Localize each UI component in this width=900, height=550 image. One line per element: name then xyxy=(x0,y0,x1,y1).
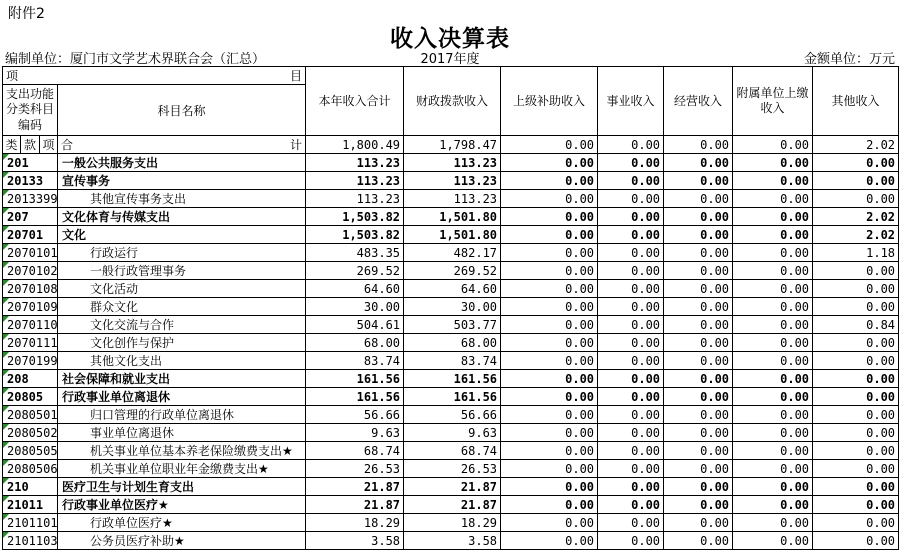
row-value: 21.87 xyxy=(306,478,404,496)
row-subject-name: 文化 xyxy=(58,226,306,244)
row-value: 0.00 xyxy=(733,442,813,460)
table-row xyxy=(3,460,899,478)
row-code-cell: 2070111 xyxy=(3,334,58,352)
row-value: 113.23 xyxy=(306,190,404,208)
number-stored-as-text-indicator-icon xyxy=(3,226,9,232)
number-stored-as-text-indicator-icon xyxy=(3,244,9,250)
row-value: 1,501.80 xyxy=(404,226,501,244)
row-value: 1,501.80 xyxy=(404,208,501,226)
item-header-cell xyxy=(3,67,306,85)
row-value: 0.00 xyxy=(501,406,598,424)
income-statement-table xyxy=(2,66,899,550)
row-value: 0.00 xyxy=(733,226,813,244)
row-value: 18.29 xyxy=(306,514,404,532)
row-value: 0.00 xyxy=(664,262,733,280)
table-row xyxy=(3,154,899,172)
row-subject-name: 行政事业单位离退休 xyxy=(58,388,306,406)
row-value: 0.00 xyxy=(733,244,813,262)
row-value: 83.74 xyxy=(404,352,501,370)
row-value: 0.00 xyxy=(501,190,598,208)
number-stored-as-text-indicator-icon xyxy=(3,154,9,160)
row-code-cell: 2070199 xyxy=(3,352,58,370)
table-row xyxy=(3,280,899,298)
row-value: 161.56 xyxy=(306,370,404,388)
row-value: 0.00 xyxy=(501,532,598,550)
row-value: 0.00 xyxy=(664,406,733,424)
row-value: 26.53 xyxy=(306,460,404,478)
page-title: 收入决算表 xyxy=(390,26,510,52)
row-value: 0.00 xyxy=(598,388,664,406)
table-row xyxy=(3,406,899,424)
column-header-superior-subsidy: 上级补助收入 xyxy=(501,67,598,136)
row-subject-name: 社会保障和就业支出 xyxy=(58,370,306,388)
row-value: 269.52 xyxy=(404,262,501,280)
table-row xyxy=(3,262,899,280)
row-value: 1.18 xyxy=(813,244,899,262)
row-value: 113.23 xyxy=(306,154,404,172)
item-label-right: 目 xyxy=(290,69,303,83)
row-value: 161.56 xyxy=(306,388,404,406)
row-code-cell: 2080506 xyxy=(3,460,58,478)
row-code-cell: 20805 xyxy=(3,388,58,406)
row-value: 0.00 xyxy=(664,478,733,496)
number-stored-as-text-indicator-icon xyxy=(3,460,9,466)
subcol-section: 款 xyxy=(21,136,40,154)
row-value: 30.00 xyxy=(404,298,501,316)
table-row xyxy=(3,352,899,370)
row-code-cell: 2101101 xyxy=(3,514,58,532)
row-value: 0.00 xyxy=(733,514,813,532)
row-code-cell: 2101103 xyxy=(3,532,58,550)
row-value: 0.00 xyxy=(664,316,733,334)
table-row xyxy=(3,298,899,316)
number-stored-as-text-indicator-icon xyxy=(3,352,9,358)
number-stored-as-text-indicator-icon xyxy=(3,406,9,412)
row-subject-name: 文化交流与合作 xyxy=(58,316,306,334)
row-value: 18.29 xyxy=(404,514,501,532)
row-value: 0.00 xyxy=(501,226,598,244)
row-subject-name: 医疗卫生与计划生育支出 xyxy=(58,478,306,496)
row-value: 0.00 xyxy=(598,532,664,550)
row-value: 68.74 xyxy=(306,442,404,460)
row-value: 3.58 xyxy=(306,532,404,550)
row-value: 0.00 xyxy=(501,280,598,298)
row-code-cell: 2070108 xyxy=(3,280,58,298)
row-value: 0.00 xyxy=(501,316,598,334)
row-value: 269.52 xyxy=(306,262,404,280)
row-value: 0.00 xyxy=(813,514,899,532)
row-value: 0.00 xyxy=(813,370,899,388)
row-code-cell: 2013399 xyxy=(3,190,58,208)
row-value: 0.00 xyxy=(501,298,598,316)
table-body xyxy=(3,154,899,550)
row-subject-name: 文化活动 xyxy=(58,280,306,298)
number-stored-as-text-indicator-icon xyxy=(3,262,9,268)
row-value: 504.61 xyxy=(306,316,404,334)
row-value: 0.00 xyxy=(598,226,664,244)
row-value: 0.00 xyxy=(733,298,813,316)
number-stored-as-text-indicator-icon xyxy=(3,478,9,484)
row-value: 0.00 xyxy=(598,172,664,190)
row-value: 0.00 xyxy=(598,370,664,388)
row-value: 68.00 xyxy=(306,334,404,352)
row-value: 113.23 xyxy=(306,172,404,190)
row-value: 0.00 xyxy=(501,460,598,478)
row-value: 1,503.82 xyxy=(306,208,404,226)
row-value: 0.00 xyxy=(813,334,899,352)
row-subject-name: 群众文化 xyxy=(58,298,306,316)
row-value: 0.00 xyxy=(664,514,733,532)
total-row xyxy=(3,136,899,154)
row-value: 9.63 xyxy=(404,424,501,442)
number-stored-as-text-indicator-icon xyxy=(3,280,9,286)
table-row xyxy=(3,208,899,226)
table-row xyxy=(3,190,899,208)
row-value: 0.00 xyxy=(733,424,813,442)
row-subject-name: 行政运行 xyxy=(58,244,306,262)
row-value: 0.00 xyxy=(733,460,813,478)
row-value: 21.87 xyxy=(404,496,501,514)
row-subject-name: 事业单位离退休 xyxy=(58,424,306,442)
table-row xyxy=(3,172,899,190)
row-value: 161.56 xyxy=(404,370,501,388)
row-value: 0.00 xyxy=(733,262,813,280)
row-value: 0.00 xyxy=(598,442,664,460)
row-value: 0.00 xyxy=(664,334,733,352)
table-row xyxy=(3,370,899,388)
row-subject-name: 归口管理的行政单位离退休 xyxy=(58,406,306,424)
row-value: 0.00 xyxy=(664,388,733,406)
row-value: 161.56 xyxy=(404,388,501,406)
row-value: 0.00 xyxy=(733,352,813,370)
table-row xyxy=(3,388,899,406)
row-value: 0.00 xyxy=(813,172,899,190)
row-value: 0.00 xyxy=(501,244,598,262)
row-value: 0.00 xyxy=(813,190,899,208)
table-row xyxy=(3,316,899,334)
row-value: 30.00 xyxy=(306,298,404,316)
row-value: 0.00 xyxy=(813,532,899,550)
table-row xyxy=(3,334,899,352)
row-value: 68.00 xyxy=(404,334,501,352)
row-value: 0.00 xyxy=(501,172,598,190)
row-value: 0.00 xyxy=(733,334,813,352)
row-value: 0.00 xyxy=(664,532,733,550)
row-code-cell: 2080501 xyxy=(3,406,58,424)
row-value: 0.00 xyxy=(598,334,664,352)
row-value: 0.00 xyxy=(733,172,813,190)
row-subject-name: 公务员医疗补助★ xyxy=(58,532,306,550)
total-value: 1,798.47 xyxy=(404,136,501,154)
row-value: 0.00 xyxy=(733,496,813,514)
row-value: 0.00 xyxy=(733,370,813,388)
number-stored-as-text-indicator-icon xyxy=(3,496,9,502)
total-label-right: 计 xyxy=(290,138,303,152)
column-header-business-income: 经营收入 xyxy=(664,67,733,136)
row-value: 0.00 xyxy=(598,460,664,478)
row-value: 0.00 xyxy=(664,352,733,370)
number-stored-as-text-indicator-icon xyxy=(3,370,9,376)
row-value: 2.02 xyxy=(813,208,899,226)
row-value: 56.66 xyxy=(306,406,404,424)
number-stored-as-text-indicator-icon xyxy=(3,388,9,394)
number-stored-as-text-indicator-icon xyxy=(3,316,9,322)
row-value: 21.87 xyxy=(306,496,404,514)
number-stored-as-text-indicator-icon xyxy=(3,442,9,448)
row-value: 0.00 xyxy=(501,262,598,280)
row-value: 0.00 xyxy=(598,352,664,370)
row-value: 0.00 xyxy=(598,496,664,514)
row-value: 0.00 xyxy=(598,190,664,208)
row-value: 0.00 xyxy=(664,172,733,190)
number-stored-as-text-indicator-icon xyxy=(3,334,9,340)
subcol-item: 项 xyxy=(40,136,58,154)
number-stored-as-text-indicator-icon xyxy=(3,208,9,214)
row-value: 3.58 xyxy=(404,532,501,550)
row-value: 0.84 xyxy=(813,316,899,334)
row-value: 0.00 xyxy=(733,280,813,298)
row-value: 0.00 xyxy=(733,316,813,334)
row-code-cell: 20133 xyxy=(3,172,58,190)
row-code-cell: 2070101 xyxy=(3,244,58,262)
column-header-fiscal-appropriation: 财政拨款收入 xyxy=(404,67,501,136)
row-subject-name: 文化体育与传媒支出 xyxy=(58,208,306,226)
row-code-cell: 2080502 xyxy=(3,424,58,442)
row-subject-name: 行政单位医疗★ xyxy=(58,514,306,532)
row-value: 26.53 xyxy=(404,460,501,478)
row-value: 0.00 xyxy=(501,334,598,352)
row-value: 0.00 xyxy=(733,406,813,424)
total-value: 0.00 xyxy=(664,136,733,154)
total-label-cell xyxy=(58,136,306,154)
row-value: 0.00 xyxy=(664,208,733,226)
row-value: 0.00 xyxy=(813,262,899,280)
table-row xyxy=(3,244,899,262)
row-value: 0.00 xyxy=(664,496,733,514)
row-value: 0.00 xyxy=(501,154,598,172)
row-value: 0.00 xyxy=(664,460,733,478)
row-value: 0.00 xyxy=(598,280,664,298)
row-value: 0.00 xyxy=(813,352,899,370)
row-subject-name: 机关事业单位职业年金缴费支出★ xyxy=(58,460,306,478)
row-value: 21.87 xyxy=(404,478,501,496)
row-value: 0.00 xyxy=(813,478,899,496)
row-code-cell: 201 xyxy=(3,154,58,172)
row-value: 0.00 xyxy=(733,388,813,406)
row-value: 83.74 xyxy=(306,352,404,370)
column-header-total-income: 本年收入合计 xyxy=(306,67,404,136)
row-value: 0.00 xyxy=(813,298,899,316)
row-value: 503.77 xyxy=(404,316,501,334)
row-code-cell: 208 xyxy=(3,370,58,388)
column-header-affiliate-remittance: 附属单位上缴收入 xyxy=(733,67,813,136)
table-row xyxy=(3,226,899,244)
row-value: 0.00 xyxy=(664,424,733,442)
row-value: 0.00 xyxy=(664,154,733,172)
total-value: 1,800.49 xyxy=(306,136,404,154)
row-value: 0.00 xyxy=(813,406,899,424)
row-subject-name: 宣传事务 xyxy=(58,172,306,190)
row-value: 113.23 xyxy=(404,154,501,172)
fiscal-year-label: 2017年度 xyxy=(420,52,480,67)
row-value: 0.00 xyxy=(664,370,733,388)
subcol-category: 类 xyxy=(3,136,21,154)
number-stored-as-text-indicator-icon xyxy=(3,514,9,520)
row-value: 0.00 xyxy=(664,226,733,244)
row-value: 9.63 xyxy=(306,424,404,442)
row-value: 0.00 xyxy=(733,532,813,550)
table-row xyxy=(3,496,899,514)
row-value: 0.00 xyxy=(733,478,813,496)
row-value: 113.23 xyxy=(404,172,501,190)
row-value: 0.00 xyxy=(598,154,664,172)
row-code-cell: 21011 xyxy=(3,496,58,514)
code-column-header: 支出功能分类科目编码 xyxy=(3,85,58,136)
row-subject-name: 一般行政管理事务 xyxy=(58,262,306,280)
row-value: 0.00 xyxy=(501,478,598,496)
row-code-cell: 2070110 xyxy=(3,316,58,334)
row-value: 0.00 xyxy=(813,424,899,442)
row-subject-name: 一般公共服务支出 xyxy=(58,154,306,172)
row-value: 2.02 xyxy=(813,226,899,244)
row-code-cell: 2080505 xyxy=(3,442,58,460)
row-value: 0.00 xyxy=(813,442,899,460)
table-row xyxy=(3,478,899,496)
row-code-cell: 210 xyxy=(3,478,58,496)
number-stored-as-text-indicator-icon xyxy=(3,532,9,538)
row-value: 0.00 xyxy=(598,262,664,280)
row-value: 0.00 xyxy=(501,424,598,442)
row-subject-name: 行政事业单位医疗★ xyxy=(58,496,306,514)
attachment-label: 附件2 xyxy=(8,6,45,22)
row-value: 0.00 xyxy=(598,424,664,442)
row-value: 0.00 xyxy=(733,154,813,172)
total-label-left: 合 xyxy=(61,138,74,152)
row-value: 0.00 xyxy=(501,388,598,406)
row-code-cell: 2070109 xyxy=(3,298,58,316)
row-value: 0.00 xyxy=(598,316,664,334)
amount-unit-label: 金额单位：万元 xyxy=(803,52,895,67)
row-value: 0.00 xyxy=(598,406,664,424)
row-value: 68.74 xyxy=(404,442,501,460)
row-value: 0.00 xyxy=(501,514,598,532)
report-info-line xyxy=(0,48,900,67)
row-value: 0.00 xyxy=(813,280,899,298)
number-stored-as-text-indicator-icon xyxy=(3,298,9,304)
row-value: 113.23 xyxy=(404,190,501,208)
row-value: 0.00 xyxy=(733,208,813,226)
row-value: 0.00 xyxy=(501,370,598,388)
row-value: 0.00 xyxy=(501,496,598,514)
row-value: 0.00 xyxy=(664,244,733,262)
number-stored-as-text-indicator-icon xyxy=(3,424,9,430)
row-value: 0.00 xyxy=(501,208,598,226)
row-value: 0.00 xyxy=(664,190,733,208)
column-header-other-income: 其他收入 xyxy=(813,67,899,136)
number-stored-as-text-indicator-icon xyxy=(3,172,9,178)
number-stored-as-text-indicator-icon xyxy=(3,190,9,196)
column-header-operational-income: 事业收入 xyxy=(598,67,664,136)
row-value: 482.17 xyxy=(404,244,501,262)
row-subject-name: 文化创作与保护 xyxy=(58,334,306,352)
row-value: 0.00 xyxy=(598,478,664,496)
row-value: 0.00 xyxy=(598,298,664,316)
row-value: 0.00 xyxy=(598,208,664,226)
row-subject-name: 其他文化支出 xyxy=(58,352,306,370)
name-column-header: 科目名称 xyxy=(58,85,306,136)
row-code-cell: 207 xyxy=(3,208,58,226)
row-value: 0.00 xyxy=(733,190,813,208)
row-value: 0.00 xyxy=(664,280,733,298)
row-value: 0.00 xyxy=(598,514,664,532)
row-subject-name: 其他宣传事务支出 xyxy=(58,190,306,208)
row-value: 0.00 xyxy=(664,442,733,460)
table-row xyxy=(3,442,899,460)
row-value: 0.00 xyxy=(813,388,899,406)
total-value: 0.00 xyxy=(501,136,598,154)
prepared-by-label: 编制单位：厦门市文学艺术界联合会（汇总） xyxy=(5,52,266,67)
row-subject-name: 机关事业单位基本养老保险缴费支出★ xyxy=(58,442,306,460)
row-value: 0.00 xyxy=(664,298,733,316)
table-row xyxy=(3,532,899,550)
header-row-item xyxy=(3,67,899,85)
row-value: 1,503.82 xyxy=(306,226,404,244)
row-value: 0.00 xyxy=(813,154,899,172)
row-value: 0.00 xyxy=(598,244,664,262)
row-value: 64.60 xyxy=(306,280,404,298)
row-value: 483.35 xyxy=(306,244,404,262)
row-code-cell: 2070102 xyxy=(3,262,58,280)
table-row xyxy=(3,424,899,442)
row-value: 0.00 xyxy=(501,352,598,370)
total-value: 2.02 xyxy=(813,136,899,154)
row-value: 0.00 xyxy=(501,442,598,460)
total-value: 0.00 xyxy=(733,136,813,154)
table-row xyxy=(3,514,899,532)
row-code-cell: 20701 xyxy=(3,226,58,244)
row-value: 64.60 xyxy=(404,280,501,298)
row-value: 0.00 xyxy=(813,496,899,514)
row-value: 56.66 xyxy=(404,406,501,424)
total-value: 0.00 xyxy=(598,136,664,154)
row-value: 0.00 xyxy=(813,460,899,478)
item-label-left: 项 xyxy=(6,69,19,83)
